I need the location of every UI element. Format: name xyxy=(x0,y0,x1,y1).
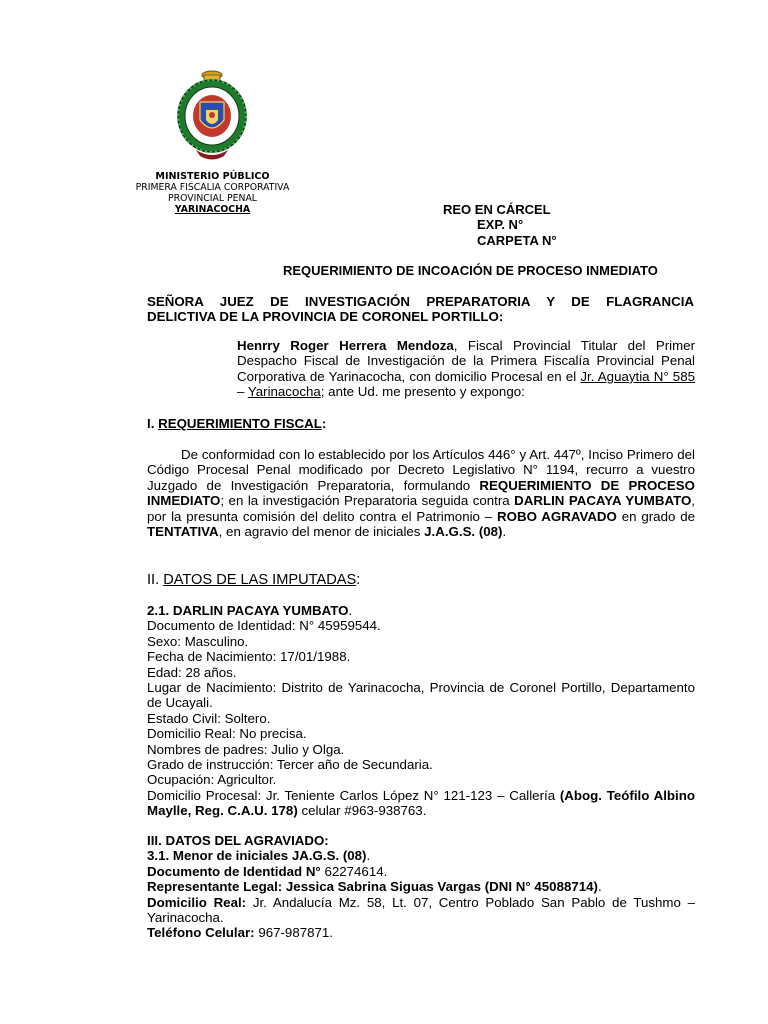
imputado-name: 2.1. DARLIN PACAYA YUMBATO xyxy=(147,603,349,618)
imputado-title xyxy=(147,603,695,618)
s1-text-c: ; en la investigación Preparatoria seguida contra xyxy=(220,493,515,509)
expediente-number: EXP. N° xyxy=(477,217,524,232)
presenter-text-1: , Fiscal Provincial Titular del Primer Despacho Fiscal de Investigación de la Primera Fiscalía Provincial Penal Corporativa de Yarinacocha, con domicilio Procesal en el xyxy=(237,338,695,384)
s1-accused: DARLIN PACAYA YUMBATO xyxy=(514,493,692,509)
agraviado-tel-value: 967-987871. xyxy=(254,925,333,941)
presenter-dash: – xyxy=(237,384,248,400)
dom-proc-phone: celular #963-938763. xyxy=(297,803,427,819)
institution-header xyxy=(120,171,305,215)
prosecutor-name: Henrry Roger Herrera Mendoza xyxy=(237,338,454,353)
presenter-paragraph xyxy=(237,338,695,400)
agraviado-telefono xyxy=(147,925,695,940)
s1-text-e: , por la presunta comisión del delito contra el Patrimonio – xyxy=(147,493,695,524)
procesal-district: Yarinacocha xyxy=(247,384,321,400)
office-line-2: PROVINCIAL PENAL xyxy=(168,193,257,204)
imputado-doc: Documento de Identidad: N° 45959544. xyxy=(147,618,381,634)
section-2-title: DATOS DE LAS IMPUTADAS xyxy=(163,572,357,588)
agraviado-representante xyxy=(147,879,695,894)
agraviado-doc xyxy=(147,864,695,879)
section-1-paragraph xyxy=(147,447,695,539)
institution-name: MINISTERIO PÚBLICO xyxy=(155,171,270,182)
agraviado-tel-label: Teléfono Celular: xyxy=(147,925,255,941)
agraviado-rep-label: Representante Legal: Jessica Sabrina Siguas Vargas (DNI N° 45088714) xyxy=(147,879,598,895)
agraviado-dot: . xyxy=(366,848,371,864)
addressee xyxy=(147,294,694,325)
section-1-heading xyxy=(147,416,326,431)
imputado-grado: Grado de instrucción: Tercer año de Secundaria. xyxy=(147,757,433,773)
s1-degree: TENTATIVA xyxy=(147,524,219,540)
s1-victim-initials: J.A.G.S. (08) xyxy=(424,524,503,540)
section-1-title: REQUERIMIENTO FISCAL xyxy=(158,416,322,431)
document-title: REQUERIMIENTO DE INCOACIÓN DE PROCESO INMEDIATO xyxy=(283,263,658,278)
imputado-sexo: Sexo: Masculino. xyxy=(147,633,249,649)
carpeta-number: CARPETA N° xyxy=(477,233,557,248)
imputado-dot: . xyxy=(348,603,353,618)
section-2-number: II. xyxy=(147,572,164,588)
agraviado-sub xyxy=(147,848,695,863)
agraviado-rep-dot: . xyxy=(597,879,602,895)
dom-proc-lawyer: (Abog. Teófilo Albino Maylle, Reg. C.A.U. 178) xyxy=(147,787,695,819)
imputado-domicilio-real: Domicilio Real: No precisa. xyxy=(147,726,307,742)
agraviado-doc-value: 62274614. xyxy=(320,863,388,879)
section-2-colon: : xyxy=(356,572,361,588)
s1-requerimiento: REQUERIMIENTO DE PROCESO INMEDIATO xyxy=(147,477,695,509)
section-2-heading xyxy=(147,572,360,588)
agraviado-data xyxy=(147,833,695,941)
s1-text-i: , en agravio del menor de iniciales xyxy=(218,524,425,540)
s1-text-a: De conformidad con lo establecido por los Artículos 446° y Art. 447º, Inciso Primero del Código Procesal Penal modificado por Decreto Legislativo N° 1194, recurro a vuestro Juzgado de Investigación Preparatoria, formulando xyxy=(147,447,695,493)
agraviado-dom-label: Domicilio Real: xyxy=(147,894,247,910)
imputado-data xyxy=(147,603,695,819)
addressee-line-1: SEÑORA JUEZ DE INVESTIGACIÓN PREPARATORIA Y DE FLAGRANCIA xyxy=(147,294,694,309)
agraviado-domicilio xyxy=(147,895,695,926)
section-1-colon: : xyxy=(321,416,327,431)
agraviado-doc-label: Documento de Identidad N° xyxy=(147,863,321,879)
imputado-ocupacion: Ocupación: Agricultor. xyxy=(147,772,277,788)
office-city: YARINACOCHA xyxy=(174,204,251,215)
presenter-text-2: ; ante Ud. me presento y expongo: xyxy=(320,384,525,400)
imputado-edad: Edad: 28 años. xyxy=(147,664,237,680)
dom-proc-text: Domicilio Procesal: Jr. Teniente Carlos López N° 121-123 – Callería xyxy=(147,787,560,803)
imputado-lugar-nacimiento: Lugar de Nacimiento: Distrito de Yarinacocha, Provincia de Coronel Portillo, Departamento de Ucayali. xyxy=(147,680,695,711)
office-line-1: PRIMERA FISCALIA CORPORATIVA xyxy=(135,182,290,193)
procesal-address: Jr. Aguaytia N° 585 xyxy=(580,368,695,384)
agraviado-initials: 3.1. Menor de iniciales JA.G.S. (08) xyxy=(147,848,367,864)
reo-en-carcel: REO EN CÁRCEL xyxy=(443,202,551,217)
s1-text-k: . xyxy=(502,524,507,540)
ministerio-publico-seal xyxy=(170,66,254,166)
section-3-title: III. DATOS DEL AGRAVIADO: xyxy=(147,833,329,848)
addressee-line-2: DELICTIVA DE LA PROVINCIA DE CORONEL PORTILLO: xyxy=(147,309,504,325)
s1-crime: ROBO AGRAVADO xyxy=(497,508,617,524)
imputado-fecha-nacimiento: Fecha de Nacimiento: 17/01/1988. xyxy=(147,649,351,665)
s1-text-g: en grado de xyxy=(616,508,696,524)
section-1-number: I. xyxy=(147,416,159,431)
imputado-domicilio-procesal xyxy=(147,788,695,819)
agraviado-dom-value: Jr. Andalucía Mz. 58, Lt. 07, Centro Poblado San Pablo de Tushmo – Yarinacocha. xyxy=(147,894,695,926)
imputado-padres: Nombres de padres: Julio y Olga. xyxy=(147,741,345,757)
imputado-estado-civil: Estado Civil: Soltero. xyxy=(147,710,271,726)
